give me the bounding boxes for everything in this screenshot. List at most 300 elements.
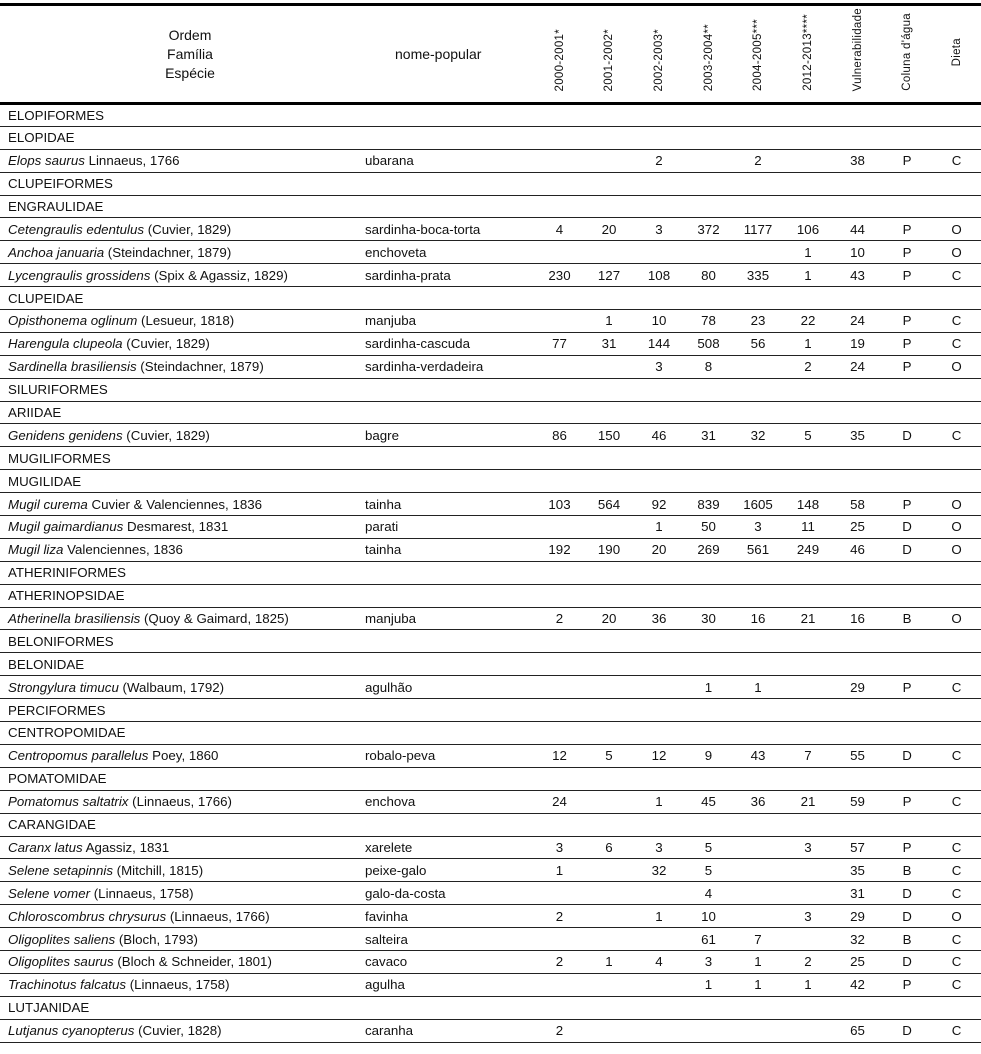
value-cell: 29 <box>833 905 882 928</box>
value-cell: 144 <box>634 332 684 355</box>
value-cell: 4 <box>634 950 684 973</box>
value-cell <box>535 310 584 333</box>
taxon-group-row <box>0 653 981 676</box>
species-row <box>0 744 981 767</box>
scientific-name: Lutjanus cyanopterus <box>8 1023 135 1039</box>
value-cell: C <box>932 264 981 287</box>
value-cell: 106 <box>783 218 833 241</box>
species-author: Linnaeus, 1766 <box>84 153 180 169</box>
popular-name: manjuba <box>360 310 535 333</box>
species-name <box>0 928 360 951</box>
header-2001-2002 <box>584 5 634 104</box>
value-cell: 25 <box>833 516 882 539</box>
popular-name: tainha <box>360 493 535 516</box>
value-cell: P <box>882 973 932 996</box>
value-cell: 38 <box>833 149 882 172</box>
species-row <box>0 836 981 859</box>
value-cell: 1177 <box>733 218 783 241</box>
value-cell <box>684 149 733 172</box>
value-cell: P <box>882 676 932 699</box>
taxon-group-label: CENTROPOMIDAE <box>0 722 981 745</box>
taxon-group-row <box>0 996 981 1019</box>
value-cell <box>584 882 634 905</box>
scientific-name: Centropomus parallelus <box>8 748 149 764</box>
header-label: 2012-2013**** <box>802 14 814 91</box>
value-cell: 7 <box>733 928 783 951</box>
species-author: (Linnaeus, 1758) <box>90 885 194 901</box>
value-cell: 55 <box>833 744 882 767</box>
value-cell: 5 <box>584 744 634 767</box>
popular-name: robalo-peva <box>360 744 535 767</box>
value-cell: 148 <box>783 493 833 516</box>
species-author: Poey, 1860 <box>148 748 219 764</box>
value-cell: 508 <box>684 332 733 355</box>
value-cell: 1 <box>584 950 634 973</box>
scientific-name: Elops saurus <box>8 153 85 169</box>
value-cell: 42 <box>833 973 882 996</box>
taxon-group-row <box>0 401 981 424</box>
value-cell: O <box>932 905 981 928</box>
species-name <box>0 859 360 882</box>
value-cell: P <box>882 241 932 264</box>
species-name <box>0 493 360 516</box>
value-cell: C <box>932 310 981 333</box>
species-row <box>0 859 981 882</box>
taxon-group-label: PERCIFORMES <box>0 699 981 722</box>
value-cell: 19 <box>833 332 882 355</box>
header-label: 2004-2005*** <box>752 18 764 91</box>
species-author: (Mitchill, 1815) <box>112 862 204 878</box>
value-cell: 25 <box>833 950 882 973</box>
species-name <box>0 516 360 539</box>
species-row <box>0 950 981 973</box>
value-cell: 192 <box>535 538 584 561</box>
value-cell: D <box>882 516 932 539</box>
value-cell: 32 <box>833 928 882 951</box>
species-author: Cuvier & Valenciennes, 1836 <box>87 496 263 512</box>
scientific-name: Caranx latus <box>8 839 83 855</box>
value-cell <box>584 905 634 928</box>
value-cell <box>684 241 733 264</box>
value-cell <box>684 1019 733 1042</box>
value-cell: C <box>932 836 981 859</box>
popular-name: agulhão <box>360 676 535 699</box>
scientific-name: Chloroscombrus chrysurus <box>8 908 167 924</box>
popular-name: caranha <box>360 1019 535 1042</box>
table-header-row <box>0 5 981 104</box>
value-cell: 4 <box>535 218 584 241</box>
popular-name: favinha <box>360 905 535 928</box>
scientific-name: Harengula clupeola <box>8 336 123 352</box>
value-cell <box>584 676 634 699</box>
value-cell: 35 <box>833 424 882 447</box>
value-cell: 31 <box>684 424 733 447</box>
value-cell: C <box>932 332 981 355</box>
taxon-group-row <box>0 813 981 836</box>
species-row <box>0 424 981 447</box>
value-cell: 839 <box>684 493 733 516</box>
header-taxonomy <box>0 5 360 104</box>
value-cell <box>584 355 634 378</box>
species-row <box>0 905 981 928</box>
value-cell: C <box>932 950 981 973</box>
value-cell: 35 <box>833 859 882 882</box>
value-cell: 103 <box>535 493 584 516</box>
taxon-group-label: SILURIFORMES <box>0 378 981 401</box>
species-row <box>0 538 981 561</box>
popular-name: agulha <box>360 973 535 996</box>
value-cell: 21 <box>783 607 833 630</box>
value-cell: 3 <box>684 950 733 973</box>
scientific-name: Genidens genidens <box>8 427 123 443</box>
taxon-group-label: ATHERINIFORMES <box>0 561 981 584</box>
header-2012-2013 <box>783 5 833 104</box>
species-name <box>0 218 360 241</box>
species-author: (Bloch, 1793) <box>115 931 198 947</box>
value-cell: 3 <box>634 218 684 241</box>
scientific-name: Atherinella brasiliensis <box>8 611 141 627</box>
value-cell: 3 <box>634 355 684 378</box>
scientific-name: Sardinella brasiliensis <box>8 359 137 375</box>
species-row <box>0 149 981 172</box>
taxon-group-row <box>0 470 981 493</box>
species-author: Desmarest, 1831 <box>123 519 229 535</box>
value-cell: 32 <box>634 859 684 882</box>
scientific-name: Mugil liza <box>8 542 64 558</box>
scientific-name: Opisthonema oglinum <box>8 313 138 329</box>
value-cell: C <box>932 859 981 882</box>
species-name <box>0 264 360 287</box>
value-cell: 1 <box>634 905 684 928</box>
value-cell <box>733 241 783 264</box>
value-cell: P <box>882 310 932 333</box>
value-cell <box>535 882 584 905</box>
value-cell: 43 <box>833 264 882 287</box>
value-cell: P <box>882 790 932 813</box>
header-dieta <box>932 5 981 104</box>
taxon-group-label: BELONIFORMES <box>0 630 981 653</box>
species-author: (Cuvier, 1828) <box>134 1023 222 1039</box>
value-cell: 20 <box>584 218 634 241</box>
value-cell <box>584 516 634 539</box>
popular-name: enchova <box>360 790 535 813</box>
value-cell: 2 <box>535 607 584 630</box>
value-cell <box>535 973 584 996</box>
species-name <box>0 332 360 355</box>
popular-name: sardinha-boca-torta <box>360 218 535 241</box>
value-cell: C <box>932 882 981 905</box>
taxon-group-row <box>0 195 981 218</box>
header-label: Vulnerabilidade <box>851 7 864 91</box>
species-name <box>0 950 360 973</box>
value-cell <box>584 1019 634 1042</box>
value-cell <box>535 928 584 951</box>
value-cell: 24 <box>833 310 882 333</box>
value-cell: 32 <box>733 424 783 447</box>
value-cell: 2 <box>535 1019 584 1042</box>
species-author: Agassiz, 1831 <box>82 839 170 855</box>
species-row <box>0 882 981 905</box>
taxon-group-row <box>0 699 981 722</box>
species-author: Valenciennes, 1836 <box>63 542 183 558</box>
taxon-group-label: LUTJANIDAE <box>0 996 981 1019</box>
value-cell: 230 <box>535 264 584 287</box>
species-name <box>0 790 360 813</box>
species-name <box>0 538 360 561</box>
value-cell: 127 <box>584 264 634 287</box>
scientific-name: Pomatomus saltatrix <box>8 794 129 810</box>
species-author: (Walbaum, 1792) <box>118 679 225 695</box>
taxon-group-label: ELOPIDAE <box>0 126 981 149</box>
taxon-group-row <box>0 767 981 790</box>
value-cell: 5 <box>783 424 833 447</box>
value-cell <box>733 355 783 378</box>
value-cell: 1 <box>535 859 584 882</box>
species-name <box>0 905 360 928</box>
value-cell: C <box>932 149 981 172</box>
header-label: 2003-2004** <box>702 23 715 91</box>
value-cell: C <box>932 1019 981 1042</box>
species-row <box>0 264 981 287</box>
header-ordem: Ordem <box>168 26 212 43</box>
value-cell <box>783 149 833 172</box>
value-cell: 1 <box>733 973 783 996</box>
value-cell: 58 <box>833 493 882 516</box>
value-cell: O <box>932 607 981 630</box>
value-cell: O <box>932 241 981 264</box>
value-cell <box>733 882 783 905</box>
popular-name: galo-da-costa <box>360 882 535 905</box>
header-2003-2004 <box>684 5 733 104</box>
value-cell: 5 <box>684 836 733 859</box>
species-name <box>0 424 360 447</box>
value-cell: 2 <box>634 149 684 172</box>
value-cell: 78 <box>684 310 733 333</box>
taxon-group-row <box>0 447 981 470</box>
popular-name: sardinha-verdadeira <box>360 355 535 378</box>
value-cell: 12 <box>634 744 684 767</box>
value-cell: D <box>882 538 932 561</box>
value-cell <box>733 905 783 928</box>
header-2002-2003 <box>634 5 684 104</box>
value-cell: 86 <box>535 424 584 447</box>
species-name <box>0 676 360 699</box>
value-cell: 3 <box>733 516 783 539</box>
species-name <box>0 241 360 264</box>
value-cell: 3 <box>783 905 833 928</box>
taxon-group-row <box>0 584 981 607</box>
value-cell <box>733 859 783 882</box>
scientific-name: Lycengraulis grossidens <box>8 267 151 283</box>
value-cell: 10 <box>684 905 733 928</box>
species-name <box>0 607 360 630</box>
value-cell: O <box>932 355 981 378</box>
value-cell <box>584 149 634 172</box>
value-cell: D <box>882 905 932 928</box>
value-cell: P <box>882 332 932 355</box>
value-cell: 2 <box>783 950 833 973</box>
species-author: (Steindachner, 1879) <box>136 359 264 375</box>
value-cell: P <box>882 493 932 516</box>
value-cell: 5 <box>684 859 733 882</box>
species-name <box>0 1019 360 1042</box>
header-label: Dieta <box>950 38 963 67</box>
header-label: 2000-2001* <box>553 28 566 91</box>
header-coluna-agua <box>882 5 932 104</box>
taxon-group-row <box>0 126 981 149</box>
species-author: (Linnaeus, 1766) <box>166 908 270 924</box>
value-cell <box>535 516 584 539</box>
value-cell: 372 <box>684 218 733 241</box>
species-author: (Cuvier, 1829) <box>144 221 232 237</box>
value-cell <box>584 241 634 264</box>
species-author: (Linnaeus, 1766) <box>128 794 232 810</box>
value-cell: 1605 <box>733 493 783 516</box>
value-cell: 7 <box>783 744 833 767</box>
value-cell: D <box>882 424 932 447</box>
species-row <box>0 1019 981 1042</box>
header-label: Coluna d'água <box>901 13 913 91</box>
species-name <box>0 744 360 767</box>
value-cell: D <box>882 744 932 767</box>
value-cell: 77 <box>535 332 584 355</box>
value-cell <box>535 355 584 378</box>
popular-name: salteira <box>360 928 535 951</box>
value-cell: 10 <box>634 310 684 333</box>
species-author: (Steindachner, 1879) <box>104 244 232 260</box>
value-cell: 45 <box>684 790 733 813</box>
value-cell: 44 <box>833 218 882 241</box>
value-cell: P <box>882 149 932 172</box>
taxon-group-label: MUGILIDAE <box>0 470 981 493</box>
value-cell: 50 <box>684 516 733 539</box>
taxon-group-label: CLUPEIFORMES <box>0 172 981 195</box>
taxon-group-label: ELOPIFORMES <box>0 104 981 127</box>
value-cell <box>733 1019 783 1042</box>
value-cell: C <box>932 744 981 767</box>
value-cell: 1 <box>634 790 684 813</box>
species-author: (Cuvier, 1829) <box>122 427 210 443</box>
scientific-name: Mugil curema <box>8 496 88 512</box>
header-2000-2001 <box>535 5 584 104</box>
value-cell <box>584 973 634 996</box>
value-cell: 20 <box>634 538 684 561</box>
value-cell: 1 <box>783 264 833 287</box>
value-cell: 21 <box>783 790 833 813</box>
taxon-group-label: CLUPEIDAE <box>0 287 981 310</box>
value-cell: 2 <box>783 355 833 378</box>
value-cell: B <box>882 607 932 630</box>
scientific-name: Oligoplites saliens <box>8 931 116 947</box>
value-cell <box>634 882 684 905</box>
value-cell: 3 <box>783 836 833 859</box>
value-cell: 65 <box>833 1019 882 1042</box>
popular-name: enchoveta <box>360 241 535 264</box>
value-cell: 16 <box>833 607 882 630</box>
value-cell: 31 <box>833 882 882 905</box>
value-cell: 564 <box>584 493 634 516</box>
popular-name: cavaco <box>360 950 535 973</box>
value-cell: D <box>882 950 932 973</box>
value-cell: D <box>882 882 932 905</box>
taxon-group-label: MUGILIFORMES <box>0 447 981 470</box>
taxon-group-label: ATHERINOPSIDAE <box>0 584 981 607</box>
value-cell: 4 <box>684 882 733 905</box>
taxon-group-label: CARANGIDAE <box>0 813 981 836</box>
species-author: (Cuvier, 1829) <box>122 336 210 352</box>
value-cell: 57 <box>833 836 882 859</box>
value-cell <box>584 928 634 951</box>
scientific-name: Selene setapinnis <box>8 862 113 878</box>
species-row <box>0 241 981 264</box>
value-cell <box>634 928 684 951</box>
value-cell: 1 <box>733 950 783 973</box>
value-cell: 8 <box>684 355 733 378</box>
value-cell: 92 <box>634 493 684 516</box>
value-cell: 46 <box>634 424 684 447</box>
header-2004-2005 <box>733 5 783 104</box>
popular-name: ubarana <box>360 149 535 172</box>
scientific-name: Anchoa januaria <box>8 244 105 260</box>
value-cell: 59 <box>833 790 882 813</box>
value-cell: C <box>932 676 981 699</box>
value-cell: 11 <box>783 516 833 539</box>
scientific-name: Cetengraulis edentulus <box>8 221 145 237</box>
value-cell <box>634 676 684 699</box>
value-cell: 150 <box>584 424 634 447</box>
popular-name: bagre <box>360 424 535 447</box>
value-cell: 108 <box>634 264 684 287</box>
taxon-group-label: POMATOMIDAE <box>0 767 981 790</box>
header-label: 2001-2002* <box>603 28 615 91</box>
value-cell: 24 <box>535 790 584 813</box>
species-table <box>0 3 981 1043</box>
value-cell: 561 <box>733 538 783 561</box>
value-cell <box>634 973 684 996</box>
species-row <box>0 355 981 378</box>
species-name <box>0 149 360 172</box>
value-cell: 1 <box>783 241 833 264</box>
value-cell: 2 <box>733 149 783 172</box>
value-cell: 249 <box>783 538 833 561</box>
value-cell: 9 <box>684 744 733 767</box>
value-cell: 3 <box>634 836 684 859</box>
species-row <box>0 790 981 813</box>
species-row <box>0 607 981 630</box>
value-cell: 1 <box>684 676 733 699</box>
taxon-group-label: ARIIDAE <box>0 401 981 424</box>
value-cell <box>783 1019 833 1042</box>
scientific-name: Strongylura timucu <box>8 679 119 695</box>
value-cell: O <box>932 218 981 241</box>
scientific-name: Trachinotus falcatus <box>8 977 127 993</box>
species-row <box>0 332 981 355</box>
value-cell: 46 <box>833 538 882 561</box>
value-cell: P <box>882 264 932 287</box>
value-cell <box>783 859 833 882</box>
value-cell: 56 <box>733 332 783 355</box>
species-name <box>0 882 360 905</box>
species-row <box>0 516 981 539</box>
popular-name: parati <box>360 516 535 539</box>
value-cell <box>783 676 833 699</box>
taxon-group-label: BELONIDAE <box>0 653 981 676</box>
species-name <box>0 836 360 859</box>
value-cell <box>535 149 584 172</box>
value-cell: P <box>882 218 932 241</box>
species-author: (Spix & Agassiz, 1829) <box>150 267 288 283</box>
value-cell: 1 <box>733 676 783 699</box>
